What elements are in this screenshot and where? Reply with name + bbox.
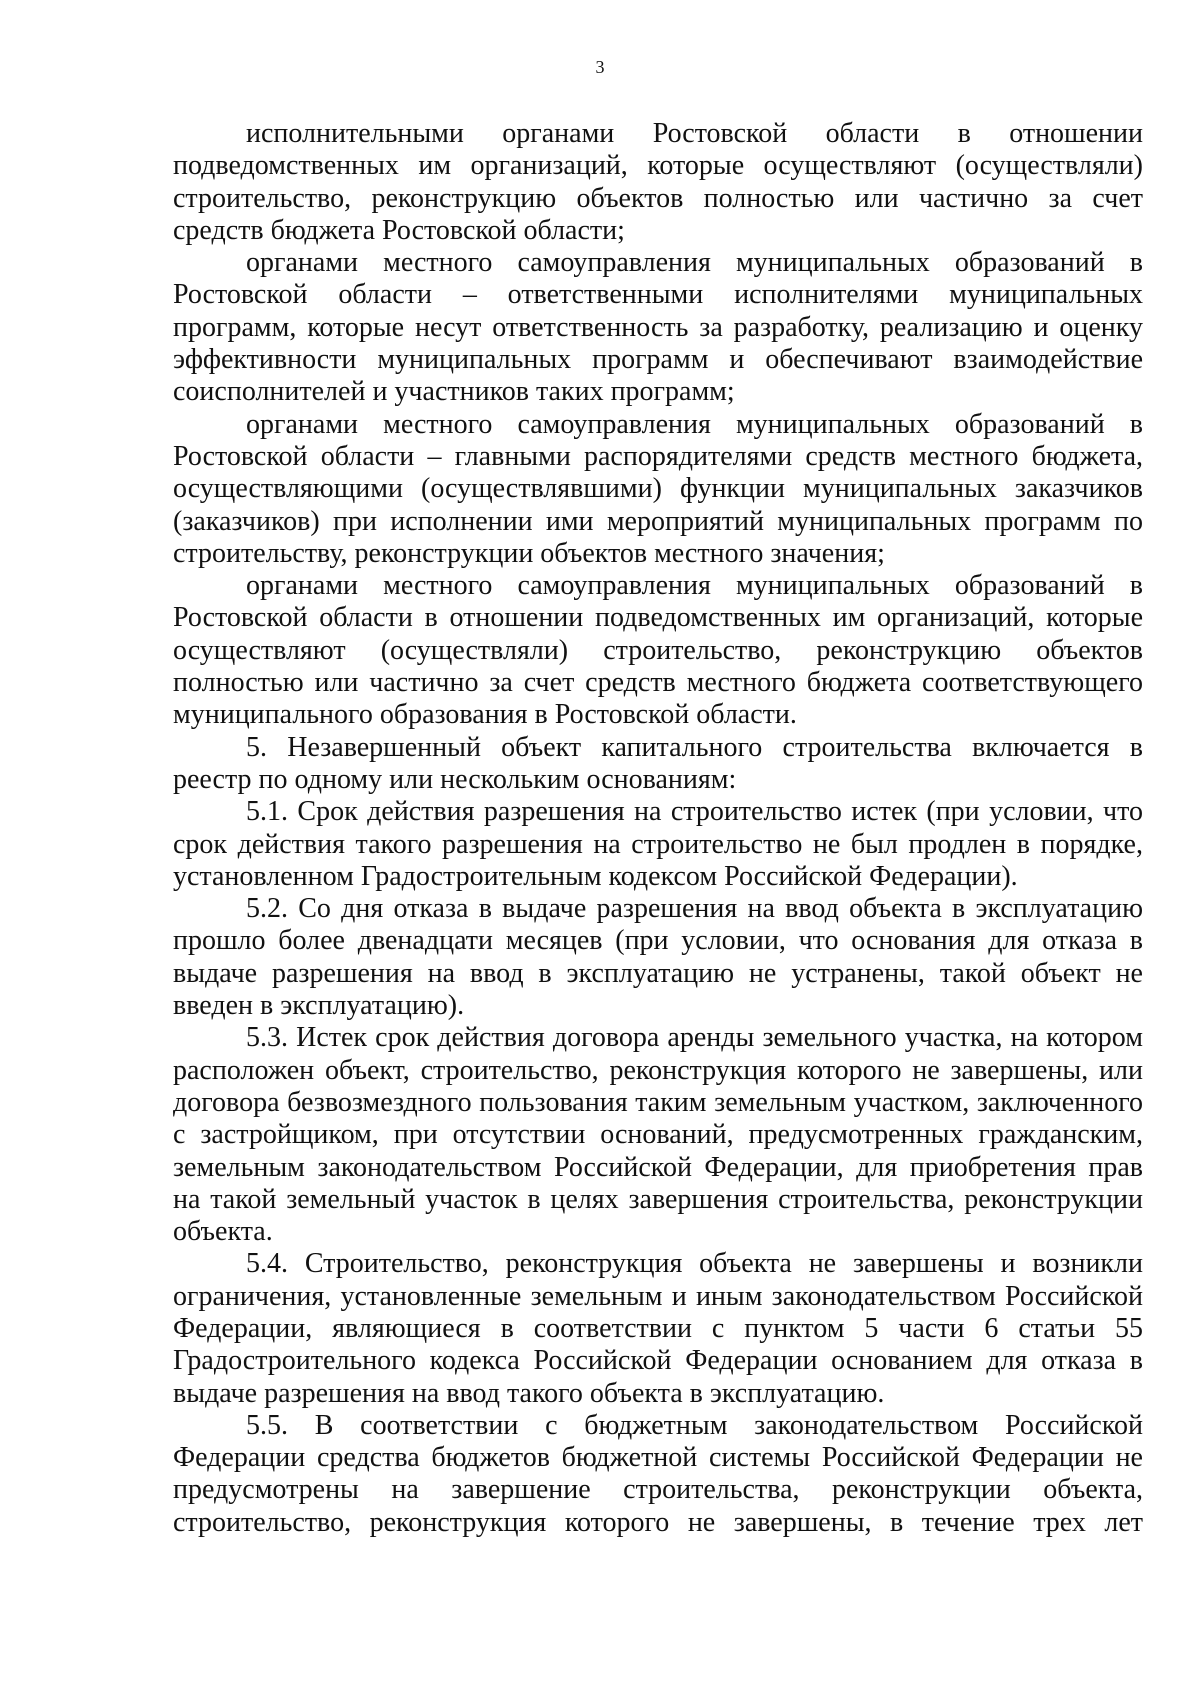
paragraph-item-5-3: 5.3. Истек срок действия договора аренды земельного участка, на котором расположен объект, строительство, реконструкция которого не завершены, или договора безвозмездного пользования таким земельным участком, заключенного с застройщиком, при отсутствии оснований, предусмотренных гражданским, земельным законодательством Российской Федерации, для приобретения прав на такой земельный участок в целях завершения строительства, реконструкции объекта.: [173, 1022, 1143, 1248]
paragraph-item-5-2: 5.2. Со дня отказа в выдаче разрешения на ввод объекта в эксплуатацию прошло более двенадцати месяцев (при условии, что основания для отказа в выдаче разрешения на ввод в эксплуатацию не устранены, такой объект не введен в эксплуатацию).: [173, 893, 1143, 1022]
paragraph-local-government-subordinate-organizations: органами местного самоуправления муниципальных образований в Ростовской области в отношении подведомственных им организаций, которые осуществляют (осуществляли) строительство, реконструкцию объектов полностью или частично за счет средств местного бюджета соответствующего муниципального образования в Ростовской области.: [173, 570, 1143, 731]
paragraph-local-government-responsible-executors: органами местного самоуправления муниципальных образований в Ростовской области – ответственными исполнителями муниципальных программ, которые несут ответственность за разработку, реализацию и оценку эффективности муниципальных программ и обеспечивают взаимодействие соисполнителей и участников таких программ;: [173, 247, 1143, 408]
page-number: 3: [595, 57, 605, 77]
paragraph-item-5-1: 5.1. Срок действия разрешения на строительство истек (при условии, что срок действия такого разрешения на строительство не был продлен в порядке, установленном Градостроительным кодексом Российской Федерации).: [173, 796, 1143, 892]
paragraph-item-5-4: 5.4. Строительство, реконструкция объекта не завершены и возникли ограничения, установленные земельным и иным законодательством Российской Федерации, являющиеся в соответствии с пунктом 5 части 6 статьи 55 Градостроительного кодекса Российской Федерации основанием для отказа в выдаче разрешения на ввод такого объекта в эксплуатацию.: [173, 1248, 1143, 1409]
paragraph-local-government-budget-managers: органами местного самоуправления муниципальных образований в Ростовской области – главными распорядителями средств местного бюджета, осуществляющими (осуществлявшими) функции муниципальных заказчиков (заказчиков) при исполнении ими мероприятий муниципальных программ по строительству, реконструкции объектов местного значения;: [173, 408, 1143, 569]
paragraph-executive-bodies: исполнительными органами Ростовской области в отношении подведомственных им организаций, которые осуществляют (осуществляли) строительство, реконструкцию объектов полностью или частично за счет средств бюджета Ростовской области;: [173, 118, 1143, 246]
document-body: [173, 118, 1143, 1539]
paragraph-item-5: 5. Незавершенный объект капитального строительства включается в реестр по одному или нескольким основаниям:: [173, 731, 1143, 795]
paragraph-item-5-5: 5.5. В соответствии с бюджетным законодательством Российской Федерации средства бюджетов бюджетной системы Российской Федерации не предусмотрены на завершение строительства, реконструкции объекта, строительство, реконструкция которого не завершены, в течение трех лет: [173, 1409, 1143, 1538]
